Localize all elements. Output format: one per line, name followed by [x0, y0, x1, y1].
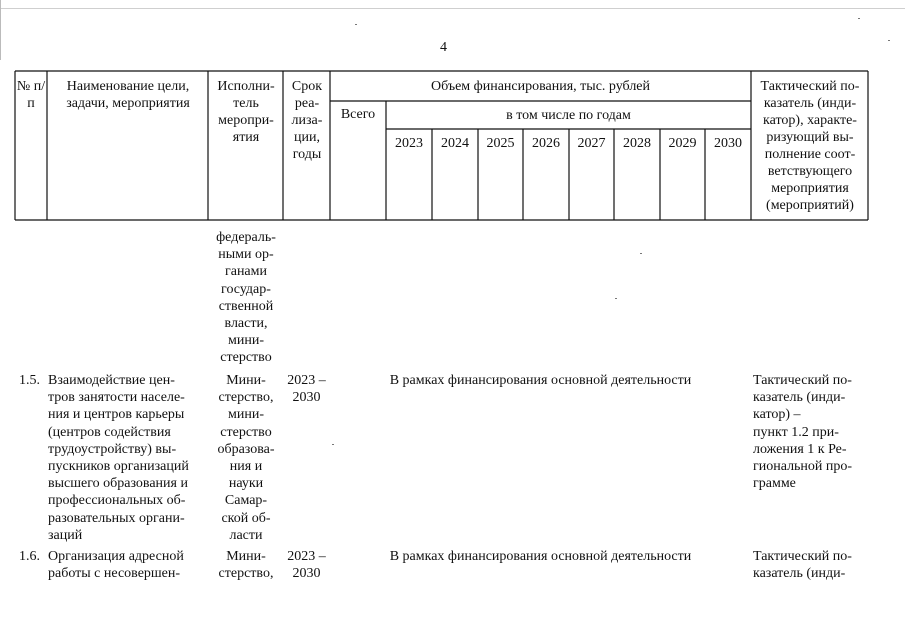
row-name: Взаимодействие цен- тров занятости населе- ния и центров карьеры (центров содействия трудоустройству) вы- пускников организаций высшего образования и профессиональных об- разовательных органи- заций — [48, 373, 189, 543]
scan-speck — [888, 40, 890, 41]
header-by-years: в том числе по годам — [506, 108, 631, 123]
row-executor: Мини- стерство, мини- стерство образова- ния и науки Самар- ской об- ласти — [217, 373, 275, 543]
row-indicator: Тактический по- казатель (инди- — [753, 549, 852, 582]
row-indicator: Тактический по- казатель (инди- катор) – пункт 1.2 при- ложения 1 к Ре- гиональной про- грамме — [753, 373, 853, 492]
row-number: 1.6. — [19, 549, 40, 564]
page-number: 4 — [440, 40, 447, 55]
row-term: 2023 – 2030 — [287, 549, 326, 582]
header-year: 2029 — [668, 136, 697, 151]
header-total: Всего — [340, 107, 376, 122]
scan-speck — [858, 18, 860, 19]
header-year: 2023 — [395, 136, 423, 151]
header-indicator: Тактический по-казатель (инди-катор), характе-ризующий вы-полнение соот-ветствующего мероприятия (мероприятий) — [760, 79, 860, 213]
header-funding: Объем финансирования, тыс. рублей — [430, 79, 651, 94]
header-year: 2030 — [714, 136, 742, 151]
header-year: 2027 — [577, 136, 606, 151]
row-executor: Мини- стерство, — [218, 549, 274, 582]
header-year: 2024 — [441, 136, 469, 151]
header-executor: Исполни-тель меропри-ятия — [217, 79, 275, 145]
row-funding: В рамках финансирования основной деятельности — [389, 373, 692, 388]
row-term: 2023 – 2030 — [287, 373, 326, 406]
header-name: Наименование цели, задачи, мероприятия — [66, 79, 190, 111]
row-funding: В рамках финансирования основной деятельности — [389, 549, 692, 564]
scan-speck — [355, 24, 357, 25]
header-year: 2025 — [486, 136, 515, 151]
header-num: № п/п — [16, 79, 46, 111]
row-name: Организация адресной работы с несовершен- — [48, 549, 184, 582]
continued-executor: федераль- ными ор- ганами государ- ственной власти, мини- стерство — [216, 230, 276, 366]
scan-speck — [640, 253, 642, 254]
header-year: 2026 — [532, 136, 560, 151]
row-number: 1.5. — [19, 373, 40, 388]
scan-speck — [615, 298, 617, 299]
header-year: 2028 — [623, 136, 651, 151]
scan-speck — [332, 444, 334, 445]
header-term: Срок реа-лиза-ции, годы — [291, 79, 323, 162]
